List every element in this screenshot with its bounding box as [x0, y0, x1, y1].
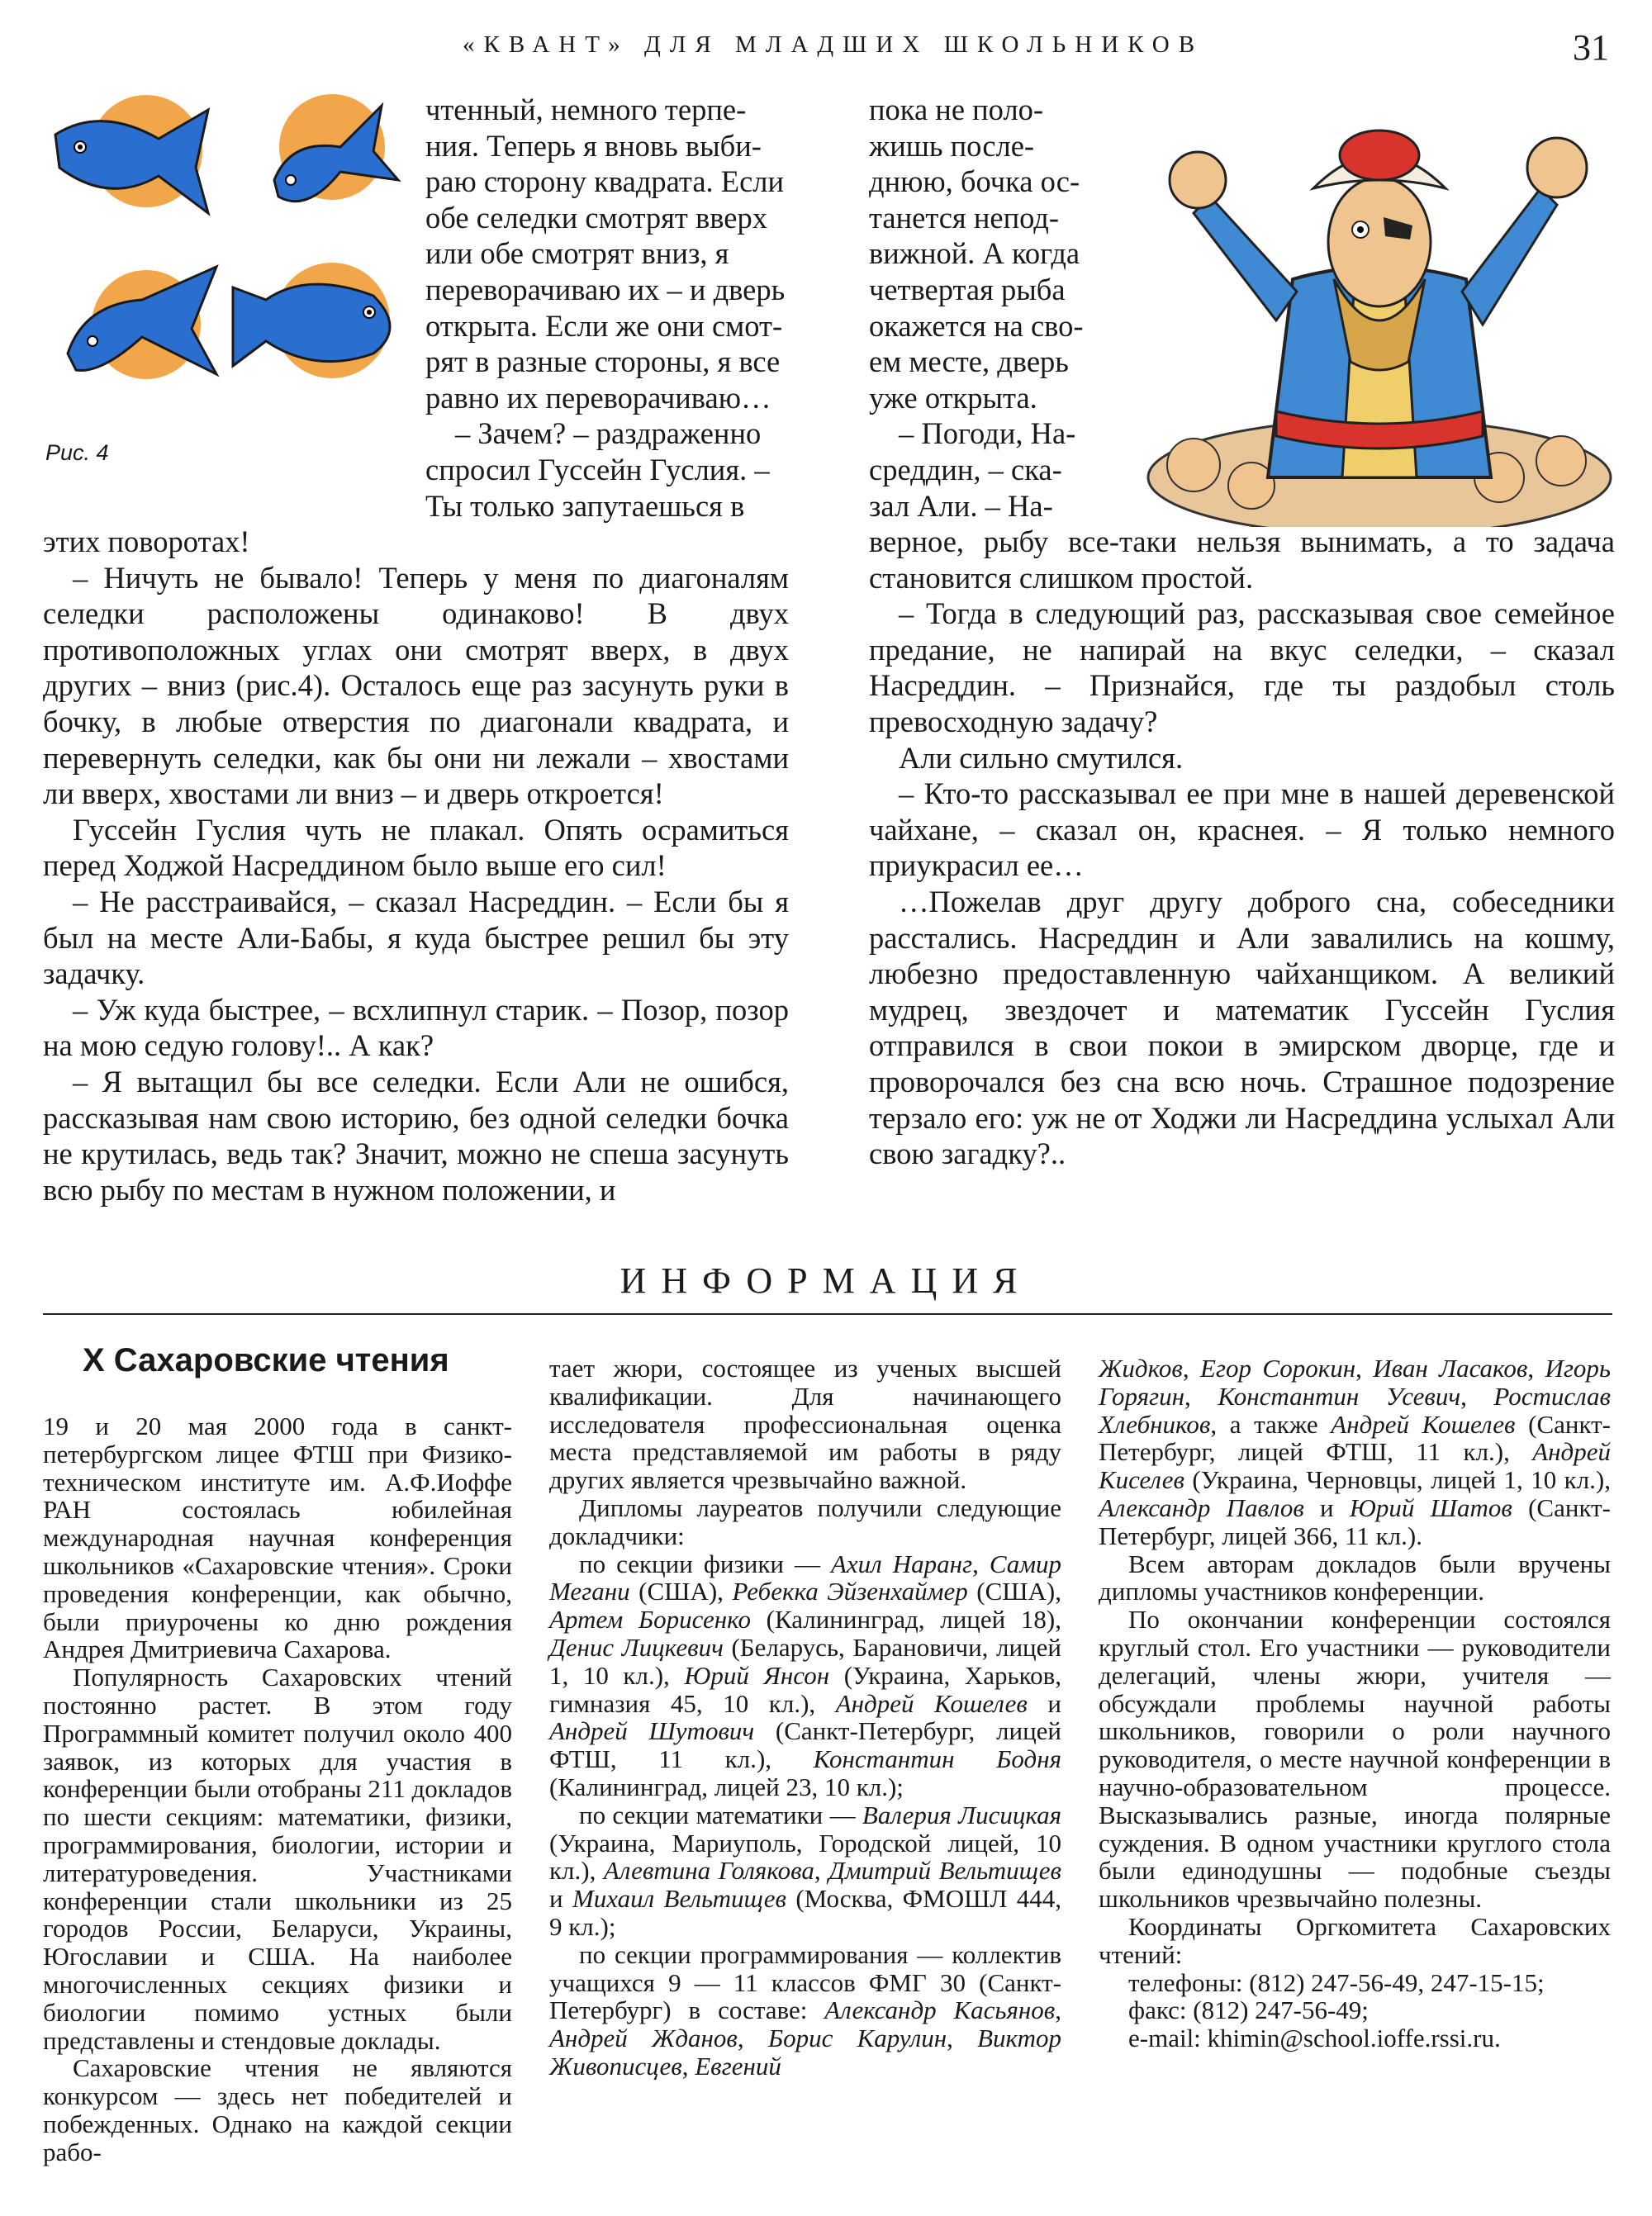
text-line: спросил Гуссейн Гуслия. –: [425, 452, 770, 486]
text-line: открыта. Если же они смот-: [425, 308, 783, 343]
laureate-name: Егор Сорокин: [1199, 1354, 1356, 1383]
story-column-middle: [425, 92, 789, 524]
article-title: X Сахаровские чтения: [83, 1342, 449, 1378]
laureate-info: ,: [972, 1549, 990, 1578]
text-line: вижной. А когда: [869, 236, 1080, 271]
paragraph: – Тогда в следующий раз, рассказывая свое семейное предание, не напирай на вкус селедки, – сказал Насреддин. – Признайся, где ты раздобыл столь превосходную задачу?: [869, 596, 1615, 738]
section-divider: [43, 1313, 1612, 1315]
laureate-info: (Украина, Мариуполь, Городской лицей, 10 кл.),: [549, 1828, 1061, 1886]
laureate-info: ,: [1182, 1354, 1200, 1383]
laureate-name: Виктор Живописцев: [549, 2024, 1062, 2081]
laureate-info: (Москва, ФМОШЛ 444, 9 кл.);: [549, 1884, 1062, 1941]
laureate-info: и: [1303, 1492, 1350, 1522]
paragraph: Гуссейн Гуслия чуть не плакал. Опять осрамиться перед Ходжой Насреддином было выше его сил!: [43, 812, 789, 883]
laureates-physics: [549, 1550, 1061, 1801]
right-fist: [1527, 138, 1587, 197]
laureate-info: (США),: [629, 1577, 733, 1606]
laureate-name: Самир Мегани: [549, 1549, 1061, 1606]
text-line: жишь после-: [869, 128, 1035, 163]
laureate-info: , а также: [1210, 1409, 1332, 1439]
paragraph: Популярность Сахаровских чтений постоянно растет. В этом году Программный комитет получил около 400 заявок, из которых для участия в конференции были отобраны 211 докладов по шести секциям: математики, физики, программирования, биологии, истории и литературоведения. Участниками конференции стали школьники из 25 городов России, Беларуси, Украины, Югославии и США. На наиболее многочисленных секциях физики и биологии помимо устных были представлены и стендовые доклады.: [43, 1663, 512, 2055]
laureate-name: Дмитрий Вельтищев: [828, 1856, 1061, 1886]
fish-top-right: [274, 94, 398, 202]
text-line: Ты только запутаешься в: [425, 488, 745, 523]
laureate-name: Иван Ласаков: [1373, 1354, 1528, 1383]
text-line: четвертая рыба: [869, 272, 1066, 306]
sage-figure: [1144, 89, 1615, 527]
paragraph: 19 и 20 мая 2000 года в санкт-петербургском лицее ФТШ при Физико-техническом институте им. А.Ф.Иоффе РАН состоялась юбилейная международная научная конференция школьников «Сахаровские чтения». Сроки проведения конференции, как обычно, были приурочены ко дню рождения Андрея Дмитриевича Сахарова.: [43, 1412, 512, 1664]
laureate-name: Артем Борисенко: [549, 1605, 751, 1635]
herring-illustration: [43, 89, 406, 436]
paragraph: Дипломы лауреатов получили следующие докладчики:: [549, 1492, 1061, 1550]
face: [1328, 178, 1431, 306]
contact-email[interactable]: e-mail: khimin@school.ioffe.rssi.ru.: [1128, 2024, 1501, 2053]
laureate-name: Валерия Лисицкая: [862, 1800, 1061, 1829]
story-column-right: [869, 524, 1615, 1172]
sage-illustration: [1144, 89, 1615, 527]
paragraph: Координаты Оргкомитета Сахаровских чтений:: [1099, 1911, 1611, 1969]
fish-figure: [43, 89, 406, 436]
fish-top-left: [55, 95, 208, 213]
paragraph: По окончании конференции состоялся круглый стол. Его участники — руководители делегаций, члены жюри, учителя — обсуждали проблемы научной работы школьников, говорили о роли научного руководителя, о месте научной конференции в научно-образовательном процессе. Высказывались разные, иногда полярные суждения. В одном участники круглого стола были единодушны — подобные съезды школьников чрезвычайно полезны.: [1099, 1605, 1611, 1914]
info-column-2: [549, 1355, 1061, 2081]
laureate-info: ,: [1055, 1995, 1061, 2025]
paragraph: …Пожелав друг другу доброго сна, собеседники расстались. Насреддин и Али завалились на кошму, любезно предоставленную чайханщиком. А великий мудрец, звездочет и математик Гуссейн Гуслия отправился в свои покои в эмирском дворце, где и проворочался без сна всю ночь. Страшное подозрение терзало его: уж не от Ходжи ли Насреддина услыхал Али свою загадку?..: [869, 884, 1615, 1171]
laureate-name: Михаил Вельтищев: [572, 1884, 786, 1914]
laureate-name: Ахил Наранг: [830, 1549, 973, 1578]
laureate-name: Евгений: [695, 2051, 781, 2081]
laureate-info: (Санкт-Петербург, лицей ФТШ, 11 кл.),: [1099, 1409, 1611, 1467]
laureate-info: ,: [947, 2024, 978, 2053]
paragraph: этих поворотах!: [43, 524, 250, 558]
laureate-name: Андрей Киселев: [1099, 1437, 1611, 1495]
laureate-name: Алевтина Голякова: [603, 1856, 814, 1886]
laureate-name: Денис Лицкевич: [549, 1632, 724, 1662]
text-line: среддин, – ска-: [869, 452, 1062, 486]
paragraph: – Кто-то рассказывал ее при мне в нашей деревенской чайхане, – сказал он, краснея. – Я только немного приукрасил ее…: [869, 776, 1615, 883]
text-line: уже открыта.: [869, 380, 1037, 415]
laureate-info: (Калининград, лицей 23, 10 кл.);: [549, 1772, 904, 1801]
section-intro: по секции физики —: [579, 1549, 831, 1578]
laureate-name: Ростислав Хлебников: [1099, 1381, 1611, 1439]
text-line: рят в разные стороны, я все: [425, 344, 781, 379]
laureate-info: и: [549, 1884, 572, 1914]
laureates-programming: [549, 1941, 1061, 2081]
paragraph: Всем авторам докладов были вручены дипломы участников конференции.: [1099, 1549, 1611, 1606]
laureate-info: (Санкт-Петербург, лицей ФТШ, 11 кл.),: [549, 1716, 1062, 1774]
section-intro: по секции математики —: [579, 1800, 862, 1829]
text-line: ем месте, дверь: [869, 344, 1069, 379]
info-column-3: [1099, 1355, 1611, 2052]
figure-caption: Рис. 4: [45, 440, 109, 465]
text-line: равно их переворачиваю…: [425, 380, 771, 415]
story-column-left: [43, 524, 789, 1208]
section-title: ИНФОРМАЦИЯ: [620, 1260, 1032, 1301]
page-header: [0, 27, 1652, 81]
paragraph: Али сильно смутился.: [899, 740, 1184, 775]
paragraph: Сахаровские чтения не являются конкурсом — здесь нет победителей и побежденных. Однако на каждой секции рабо-: [43, 2053, 512, 2166]
text-line: обе селедки смотрят вверх: [425, 200, 767, 235]
laureate-name: Андрей Кошелев: [1331, 1409, 1516, 1439]
laureate-name: Ребекка Эйзенхаймер: [732, 1577, 968, 1606]
laureate-info: ,: [1184, 1381, 1218, 1411]
paragraph: тает жюри, состоящее из ученых высшей квалификации. Для начинающего исследователя профессиональная оценка места представляемой им работы в ряду других является чрезвычайно важной.: [549, 1354, 1061, 1495]
story-column-right-narrow: [869, 92, 1117, 524]
laureate-info: ,: [681, 2051, 695, 2081]
laureate-info: ,: [1460, 1381, 1494, 1411]
section-intro: по секции программирования — коллектив учащихся 9 — 11 классов ФМГ 30 (Санкт-Петербург) в составе:: [549, 1939, 1061, 2025]
contact-fax: факс: (812) 247-56-49;: [1128, 1995, 1369, 2025]
text-line: зал Али. – На-: [869, 488, 1053, 523]
laureate-name: Александр Павлов: [1099, 1492, 1304, 1522]
laureate-info: ,: [737, 2024, 768, 2053]
laureate-info: ,: [1355, 1354, 1374, 1383]
text-line: днюю, бочка ос-: [869, 164, 1080, 199]
laureate-info: (США),: [967, 1577, 1062, 1606]
paragraph: – Я вытащил бы все селедки. Если Али не ошибся, рассказывая нам свою историю, без одной селедки бочка не крутилась, ведь так? Значит, можно не спеша засунуть всю рыбу по местам в нужном положении, и: [43, 1064, 789, 1207]
laureate-name: Игорь Горягин: [1099, 1354, 1612, 1411]
page-number: 31: [1573, 27, 1609, 68]
laureate-name: Жидков: [1099, 1354, 1183, 1383]
fish-bottom-right: [233, 263, 390, 378]
laureate-info: ,: [814, 1856, 829, 1886]
laureate-info: (Беларусь, Барановичи, лицей 1, 10 кл.),: [549, 1632, 1061, 1690]
laureate-name: Юрий Янсон: [684, 1660, 830, 1690]
laureate-info: ,: [1527, 1354, 1545, 1383]
text-line: чтенный, немного терпе-: [425, 93, 747, 126]
laureate-name: Андрей Жданов: [549, 2024, 738, 2053]
laureates-programming-cont: [1099, 1355, 1611, 1550]
paragraph: верное, рыбу все-таки нельзя вынимать, а то задача становится слишком простой.: [869, 524, 1615, 595]
laureates-math: [549, 1801, 1061, 1941]
journal-section-title: «КВАНТ» ДЛЯ МЛАДШИХ ШКОЛЬНИКОВ: [463, 31, 1204, 58]
laureate-name: Андрей Кошелев: [835, 1688, 1028, 1718]
laureate-name: Андрей Шутович: [549, 1716, 755, 1746]
laureate-name: Александр Касьянов: [824, 1995, 1056, 2025]
info-column-1: [43, 1412, 512, 2166]
paragraph: – Не расстраивайся, – сказал Насреддин. – Если бы я был на месте Али-Бабы, я куда быстрее решил бы эту задачку.: [43, 884, 789, 991]
text-line: танется непод-: [869, 200, 1060, 235]
laureate-info: (Санкт-Петербург, лицей 366, 11 кл.).: [1099, 1492, 1611, 1550]
text-line: окажется на сво-: [869, 308, 1084, 343]
contact-phone: телефоны: (812) 247-56-49, 247-15-15;: [1128, 1967, 1545, 1997]
text-line: пока не поло-: [869, 93, 1044, 126]
text-line: или обе смотрят вниз, я: [425, 236, 729, 271]
laureate-name: Юрий Шатов: [1349, 1492, 1512, 1522]
laureate-info: (Украина, Харьков, гимназия 45, 10 кл.),: [549, 1660, 1062, 1718]
laureate-name: Борис Карулин: [767, 2024, 947, 2053]
laureate-name: Константин Усевич: [1218, 1381, 1461, 1411]
text-line: – Погоди, На-: [899, 416, 1076, 451]
laureate-info: (Калининград, лицей 18),: [750, 1605, 1061, 1635]
text-line: переворачиваю их – и дверь: [425, 272, 786, 306]
laureate-name: Константин Бодня: [813, 1744, 1061, 1774]
paragraph: – Ничуть не бывало! Теперь у меня по диагоналям селедки расположены одинаково! В двух противоположных углах они смотрят вверх, в двух других – вниз (рис.4). Осталось еще раз засунуть руки в бочку, в любые отверстия по диагонали квадрата, и перевернуть селедки, как бы они ни лежали – хвостами ли вверх, хвостами ли вниз – и дверь откроется!: [43, 560, 789, 811]
laureate-info: (Украина, Черновцы, лицей 1, 10 кл.),: [1184, 1465, 1611, 1495]
text-line: ния. Теперь я вновь выби-: [425, 128, 762, 163]
fish-bottom-left: [68, 267, 216, 379]
text-line: раю сторону квадрата. Если: [425, 164, 785, 199]
text-line: – Зачем? – раздраженно: [455, 416, 762, 451]
left-fist: [1170, 152, 1226, 208]
paragraph: – Уж куда быстрее, – всхлипнул старик. – Позор, позор на мою седую голову!.. А как?: [43, 992, 789, 1063]
laureate-info: и: [1027, 1688, 1061, 1718]
